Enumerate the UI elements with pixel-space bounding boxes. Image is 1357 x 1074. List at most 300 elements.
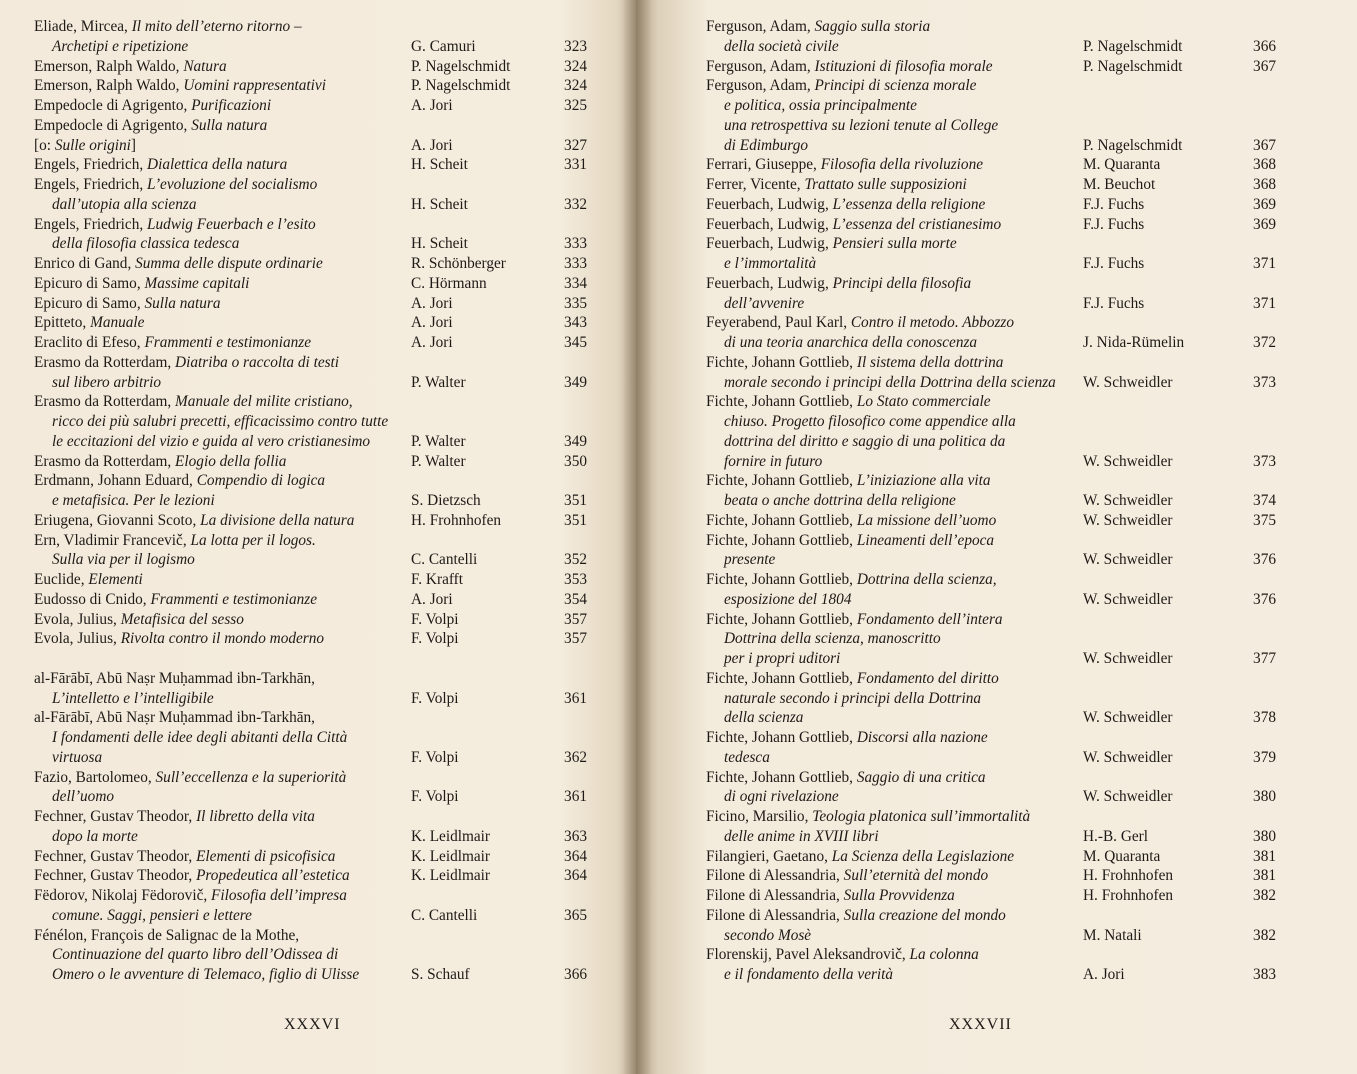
entry-text [706,176,967,193]
entry-author: Euclide, [34,571,85,588]
entry-title: Dottrina della scienza, [856,571,997,588]
entry-title: La lotta per il logos. [190,531,316,549]
entry-text [34,887,347,904]
entry-page-number: 366 [1253,37,1276,55]
entry-translator: K. Leidlmair [411,827,491,845]
entry-text [34,295,221,312]
index-line [34,689,594,709]
index-line [706,353,1276,373]
entry-text [52,551,195,568]
entry-title: Summa delle dispute ordinarie [135,255,323,272]
entry-author: Evola, Julius, [34,610,117,628]
entry-text [724,453,822,470]
entry-page-number: 334 [564,274,587,292]
entry-author: Epicuro di Samo, [34,274,141,292]
entry-title: Filosofia dell’impresa [211,887,347,904]
entry-translator: A. Jori [411,314,453,332]
entry-translator: F. Volpi [411,689,459,707]
entry-title: e il fondamento della verità [724,966,894,983]
index-line [706,610,1276,630]
entry-title: e politica, ossia principalmente [724,97,917,114]
entry-translator: M. Quaranta [1083,847,1161,865]
entry-page-number: 351 [564,492,587,509]
entry-title: naturale secondo i principi della Dottrina [724,689,982,707]
entry-text [52,946,338,963]
index-line [706,471,1276,491]
entry-title: della scienza [724,709,804,727]
entry-title: Il mito dell’eterno ritorno – [131,18,302,35]
index-line [34,96,594,116]
entry-author: Epicuro di Samo, [34,294,141,312]
entry-title: Lineamenti dell’epoca [856,531,995,549]
entry-translator: H. Frohnhofen [1083,887,1174,904]
entry-text [34,472,325,489]
entry-text [724,97,917,114]
entry-translator: W. Schweidler [1083,492,1173,509]
entry-translator: K. Leidlmair [411,867,491,885]
entry-author: Feuerbach, Ludwig, [706,274,829,292]
entry-page-number: 367 [1253,136,1276,154]
entry-title: per i propri uditori [724,650,841,667]
entry-author: Ferguson, Adam, [706,77,811,95]
entry-translator: A. Jori [411,294,453,312]
index-line [706,254,1276,274]
index-line [706,827,1276,847]
entry-title: Purificazioni [191,97,272,114]
entry-title: Sulla Provvidenza [843,887,955,904]
entry-text [706,354,1003,371]
entry-translator: A. Jori [411,590,453,608]
index-line [34,452,594,472]
entry-text [34,453,286,470]
entry-text [34,571,143,588]
entry-title: dell’avvenire [724,294,805,312]
entry-title: La Scienza della Legislazione [831,847,1015,865]
entry-author: Florenskij, Pavel Aleksandrovič, [706,946,906,964]
index-line [706,708,1276,728]
index-line [706,313,1276,333]
entry-text [706,235,957,252]
entry-author: Eudosso di Cnido, [34,590,147,608]
entry-author: Eriugena, Giovanni Scoto, [34,511,197,529]
entry-page-number: 380 [1253,788,1276,806]
entry-title: virtuosa [52,748,103,766]
entry-text [34,848,335,865]
entry-translator: W. Schweidler [1083,788,1173,806]
index-line [34,787,594,807]
index-line [706,965,1276,985]
entry-title: dottrina del diritto e saggio di una politica da [724,432,1006,450]
index-line [706,926,1276,946]
entry-author: Epitteto, [34,314,87,332]
entry-title: L’essenza del cristianesimo [832,215,1002,233]
entry-page-number: 335 [564,294,587,312]
entry-page-number: 381 [1253,867,1276,885]
entry-title: Il libretto della vita [196,808,315,825]
entry-text [724,966,893,983]
index-line [706,590,1276,610]
entry-page-number: 361 [564,788,587,806]
entry-title: Elementi di psicofisica [196,847,336,865]
entry-title: Dialettica della natura [147,156,288,174]
entry-title: e metafisica. Per le lezioni [52,492,215,509]
entry-page-number: 324 [564,77,587,95]
entry-title: Teologia platonica sull’immortalità [812,808,1031,825]
index-line [706,728,1276,748]
entry-translator: M. Quaranta [1083,156,1161,174]
entry-page-number: 323 [564,37,587,55]
entry-author: Emerson, Ralph Waldo, [34,57,180,75]
entry-translator: F. Volpi [411,630,459,648]
entry-text [52,749,102,766]
index-line [706,333,1276,353]
entry-author: Filone di Alessandria, [706,906,840,924]
entry-text [34,354,339,371]
entry-page-number: 379 [1253,748,1276,766]
right-folio: XXXVII [949,1016,1012,1033]
entry-translator: G. Camuri [411,37,476,55]
index-line [706,866,1276,886]
entry-author: Fechner, Gustav Theodor, [34,808,193,825]
entry-author: Fichte, Johann Gottlieb, [706,729,854,746]
entry-title: esposizione del 1804 [724,590,852,608]
entry-page-number: 368 [1253,156,1276,174]
entry-author: Fechner, Gustav Theodor, [34,847,193,865]
entry-text [724,492,956,509]
entry-text [706,393,991,410]
index-line [34,175,594,195]
entry-title: Metafisica del sesso [120,610,244,628]
entry-translator: P. Nagelschmidt [411,77,511,95]
index-line [34,412,594,432]
index-line [706,373,1276,393]
entry-author: Ferguson, Adam, [706,57,811,75]
entry-title: La missione dell’uomo [856,511,997,529]
index-line [34,610,594,630]
entry-text [724,255,816,272]
entry-page-number: 363 [564,827,587,845]
entry-text [724,433,1005,450]
entry-text [34,58,227,75]
entry-title: Natura [183,57,227,75]
entry-text [52,907,252,924]
entry-translator: F. Krafft [411,571,464,588]
entry-text [706,77,976,94]
entry-title: Uomini rappresentativi [183,77,326,95]
entry-translator: M. Beuchot [1083,176,1156,193]
entry-title: presente [724,551,776,569]
entry-text [34,393,353,410]
entry-page-number: 333 [564,255,587,272]
entry-text [724,137,808,154]
index-line [706,669,1276,689]
index-line [34,886,594,906]
entry-page-number: 369 [1253,215,1276,233]
entry-page-number: 373 [1253,452,1276,470]
entry-bracket-close: ] [130,136,136,154]
index-line [34,136,594,156]
entry-author: Fëdorov, Nikolaj Fëdorovič, [34,887,208,904]
entry-text [724,551,775,568]
entry-page-number: 372 [1253,334,1276,351]
entry-title: chiuso. Progetto filosofico come appendice alla [724,413,1016,430]
entry-author: Feuerbach, Ludwig, [706,215,829,233]
entry-text [724,828,879,845]
entry-author: Fechner, Gustav Theodor, [34,867,193,885]
entry-page-number: 343 [564,314,587,332]
index-line [706,906,1276,926]
index-line [706,155,1276,175]
entry-page-number: 371 [1253,255,1276,272]
entry-author: Fichte, Johann Gottlieb, [706,353,854,371]
entry-title: L’essenza della religione [832,195,986,213]
entry-text [34,18,302,35]
entry-text [706,946,979,963]
entry-text [34,670,315,687]
index-line [34,768,594,788]
entry-text [706,887,955,904]
entry-page-number: 353 [564,571,587,588]
entry-author: Fichte, Johann Gottlieb, [706,393,854,411]
entry-text [706,769,986,786]
entry-author: Filone di Alessandria, [706,887,840,904]
entry-translator: A. Jori [411,334,453,351]
entry-translator: F. Volpi [411,788,459,806]
index-line [706,412,1276,432]
entry-translator: P. Walter [411,432,466,450]
entry-text [724,650,840,667]
entry-translator: P. Walter [411,452,466,470]
entry-page-number: 364 [564,867,587,885]
entry-author: Eliade, Mircea, [34,18,128,35]
entry-title: Fondamento del diritto [856,669,999,687]
entry-page-number: 378 [1253,709,1276,727]
entry-title: Principi della filosofia [832,274,972,292]
entry-title: Discorsi alla nazione [856,729,988,746]
entry-text [52,690,214,707]
entry-author: Evola, Julius, [34,630,117,648]
entry-title: comune. Saggi, pensieri e lettere [52,906,252,924]
index-line [34,491,594,511]
entry-author: Ern, Vladimir Francevič, [34,531,187,549]
index-line [34,570,594,590]
entry-text [706,196,985,213]
entry-translator: F. Volpi [411,610,459,628]
entry-text [34,867,350,884]
entry-title: beata o anche dottrina della religione [724,492,956,509]
index-line [34,471,594,491]
entry-translator: F.J. Fuchs [1083,294,1145,312]
index-line [34,847,594,867]
entry-title: dell’uomo [52,788,115,806]
index-line [34,629,594,649]
entry-page-number: 382 [1253,887,1276,904]
entry-title: secondo Mosè [724,926,812,944]
entry-translator: S. Dietzsch [411,492,481,509]
entry-title: Diatriba o raccolta di testi [175,353,340,371]
blank-line [34,649,594,669]
entry-title: La divisione della natura [200,511,355,529]
entry-text [34,927,299,944]
entry-text [34,275,249,292]
entry-title: Ludwig Feuerbach e l’esito [147,215,316,233]
index-line [34,234,594,254]
entry-title: Massime capitali [144,274,250,292]
entry-text [52,374,161,391]
entry-title: una retrospettiva su lezioni tenute al College [724,116,999,134]
entry-text [724,117,998,134]
entry-page-number: 354 [564,590,587,608]
index-line [706,136,1276,156]
entry-title: Contro il metodo. Abbozzo [850,314,1015,332]
entry-author: Engels, Friedrich, [34,215,144,233]
entry-translator: P. Nagelschmidt [1083,37,1183,55]
index-line [34,333,594,353]
left-entries [34,17,594,985]
entry-title: Istituzioni di filosofia morale [814,57,993,75]
entry-text [52,235,239,252]
entry-translator: W. Schweidler [1083,650,1173,667]
entry-page-number: 381 [1253,847,1276,865]
entry-title: le eccitazioni del vizio e guida al vero cristianesimo [52,432,371,450]
entry-author: Erasmo da Rotterdam, [34,353,172,371]
entry-title: Elementi [88,571,143,588]
entry-page-number: 349 [564,373,587,391]
entry-text [34,769,346,786]
index-line [34,37,594,57]
entry-author: Emerson, Ralph Waldo, [34,77,180,95]
entry-title: Il sistema della dottrina [856,353,1004,371]
entry-text [34,97,271,114]
entry-page-number: 368 [1253,176,1276,193]
entry-title: Principi di scienza morale [814,77,977,95]
entry-text [34,532,316,549]
index-line [34,590,594,610]
entry-text [52,196,196,213]
entry-text [706,275,971,292]
entry-text [724,413,1016,430]
index-line [34,195,594,215]
entry-page-number: 350 [564,452,587,470]
entry-text [34,630,324,647]
entry-title: Frammenti e testimonianze [150,590,317,608]
entry-translator: J. Nida-Rümelin [1083,334,1185,351]
index-line [34,274,594,294]
index-line [706,234,1276,254]
entry-text [34,255,323,272]
entry-page-number: 351 [564,511,587,529]
entry-translator: K. Leidlmair [411,847,491,865]
entry-author: Engels, Friedrich, [34,156,144,174]
index-line [706,294,1276,314]
index-line [34,17,594,37]
index-line [34,669,594,689]
entry-text [706,848,1014,865]
entry-page-number: 324 [564,57,587,75]
entry-title: ricco dei più salubri precetti, efficacissimo contro tutte [52,413,389,430]
index-line [34,906,594,926]
entry-translator: H. Scheit [411,235,468,253]
entry-author: Eraclito di Efeso, [34,334,141,351]
entry-author: Feyerabend, Paul Karl, [706,314,848,332]
entry-author: Fénélon, François de Salignac de la Mothe, [34,926,300,944]
entry-title: dopo la morte [52,827,138,845]
entry-text [52,492,215,509]
entry-title: Saggio di una critica [856,768,986,786]
index-line [34,531,594,551]
entry-title: di Edimburgo [724,136,808,154]
entry-title: Sull’eternità del mondo [843,867,989,885]
entry-text [34,591,317,608]
index-line [34,155,594,175]
entry-page-number: 332 [564,195,587,213]
entry-title: Compendio di logica [196,472,326,490]
index-line [706,511,1276,531]
index-line [706,550,1276,570]
index-line [706,649,1276,669]
entry-title: di una teoria anarchica della conoscenza [724,334,978,351]
entry-text [706,907,1006,924]
entry-page-number: 331 [564,156,587,174]
entry-translator: W. Schweidler [1083,709,1173,727]
entry-title: Sulla via per il logismo [52,551,195,569]
entry-author: Ficino, Marsilio, [706,808,809,825]
index-line [34,215,594,235]
left-page [0,0,636,1074]
entry-text [52,828,138,845]
entry-title: sul libero arbitrio [52,373,162,391]
index-line [34,866,594,886]
index-line [706,629,1276,649]
entry-text [706,512,996,529]
entry-translator: F.J. Fuchs [1083,195,1145,213]
entry-bracket-open: [o: [34,136,55,154]
entry-author: al-Fārābī, Abū Naṣr Muḥammad ibn-Tarkhān, [34,669,315,687]
index-line [706,215,1276,235]
entry-page-number: 365 [564,906,587,924]
index-line [706,748,1276,768]
entry-title: Filosofia della rivoluzione [820,156,984,174]
entry-page-number: 362 [564,748,587,766]
entry-page-number: 349 [564,432,587,450]
index-line [34,926,594,946]
entry-page-number: 333 [564,235,587,253]
entry-text [706,729,988,746]
entry-title: e l’immortalità [724,255,817,272]
index-line [706,116,1276,136]
entry-title: delle anime in XVIII libri [724,827,879,845]
index-line [34,511,594,531]
entry-title: Dottrina della scienza, manoscritto [724,630,941,648]
entry-title: fornire in futuro [724,452,823,470]
entry-page-number: 357 [564,630,587,648]
entry-title: Sulla creazione del mondo [843,906,1006,924]
index-line [706,531,1276,551]
index-line [34,432,594,452]
entry-title: Sull’eccellenza e la superiorità [155,768,347,786]
entry-page-number: 345 [564,334,587,351]
entry-text [706,58,993,75]
index-line [34,827,594,847]
entry-title: Archetipi e ripetizione [52,37,189,55]
entry-text [34,156,287,173]
entry-title: di ogni rivelazione [724,788,839,806]
index-line [706,17,1276,37]
entry-page-number: 376 [1253,551,1276,569]
entry-title: Pensieri sulla morte [832,235,957,253]
entry-title: Sulla natura [191,116,268,134]
entry-title: L’intelletto e l’intelligibile [52,689,214,707]
